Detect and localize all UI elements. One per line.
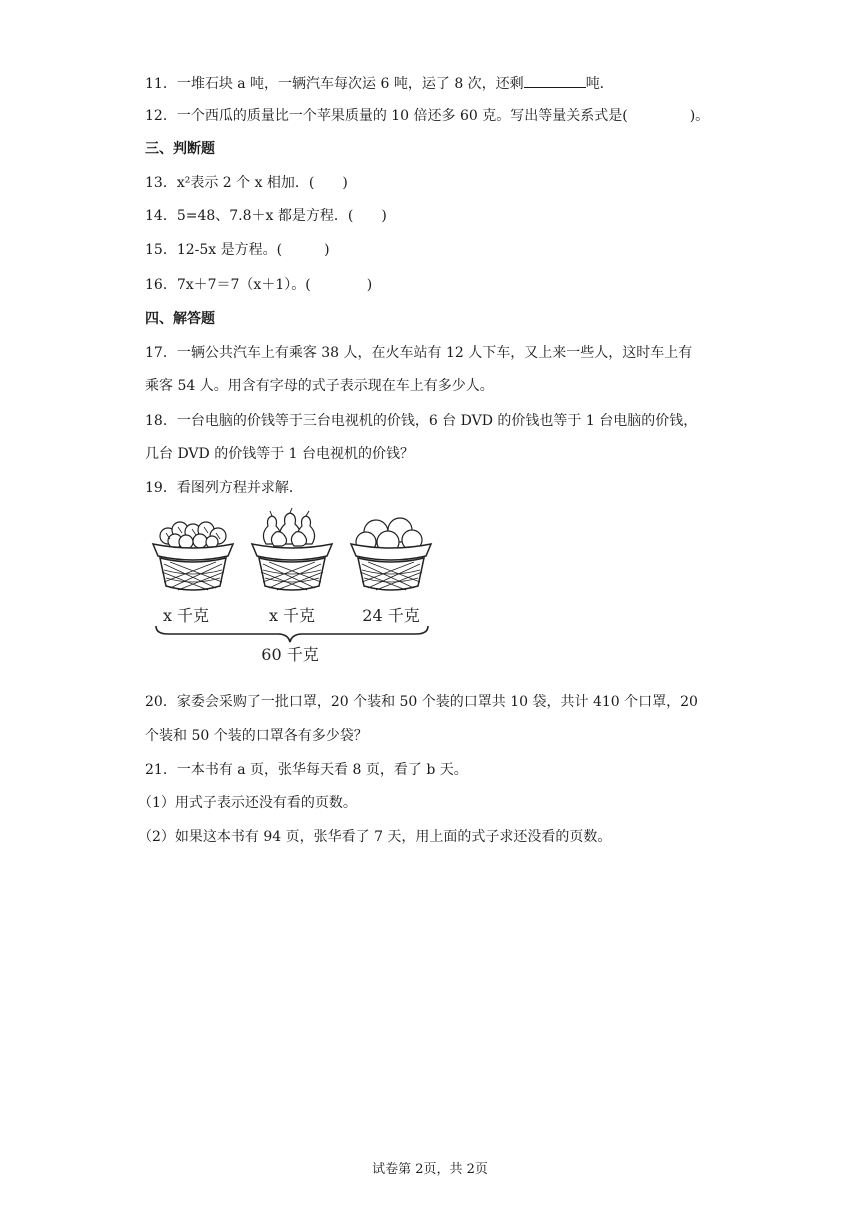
question-14: 14．5=48、7.8＋x 都是方程．( ): [145, 208, 387, 224]
answer-blank: [524, 73, 586, 88]
page-footer: 试卷第 2页，共 2页: [372, 1162, 488, 1177]
question-21-stem: 21．一本书有 a 页，张华每天看 8 页，看了 b 天。: [145, 762, 468, 778]
question-12: [145, 106, 709, 126]
question-20-line1: 20．家委会采购了一批口罩，20 个装和 50 个装的口罩共 10 袋，共计 410 个口罩，20: [145, 694, 698, 710]
question-15: 15．12-5x 是方程。( ): [145, 242, 330, 258]
basket-3-image: [351, 518, 431, 590]
basket-1-image: [153, 522, 233, 590]
q11-text: 11．一堆石块 a 吨，一辆汽车每次运 6 吨，运了 8 次，还剩: [145, 76, 524, 92]
question-21-part2: （2）如果这本书有 94 页，张华看了 7 天，用上面的式子求还没看的页数。: [138, 829, 612, 845]
total-brace: [156, 626, 428, 642]
question-17-line1: 17．一辆公共汽车上有乘客 38 人，在火车站有 12 人下车，又上来一些人，这时车上有: [145, 345, 693, 361]
total-weight-label: 60 千克: [261, 645, 319, 664]
question-20-line2: 个装和 50 个装的口罩各有多少袋？: [145, 728, 368, 744]
question-19: 19．看图列方程并求解．: [145, 480, 303, 496]
basket-1-label: x 千克: [162, 606, 210, 625]
basket-2-label: x 千克: [268, 606, 316, 625]
q12-text: 12．一个西瓜的质量比一个苹果质量的 10 倍还多 60 克。写出等量关系式是(: [145, 108, 628, 124]
q12-close: )。: [689, 108, 710, 124]
question-13: 13．x²表示 2 个 x 相加．( ): [145, 175, 348, 191]
q11-unit: 吨．: [585, 76, 614, 92]
question-18-line1: 18．一台电脑的价钱等于三台电视机的价钱，6 台 DVD 的价钱也等于 1 台电脑的价钱，: [145, 413, 698, 429]
basket-3-label: 24 千克: [362, 606, 420, 625]
question-18-line2: 几台 DVD 的价钱等于 1 台电视机的价钱？: [145, 446, 415, 462]
section-heading-judgement: 三、判断题: [145, 141, 215, 157]
question-21-part1: （1）用式子表示还没有看的页数。: [138, 795, 357, 811]
baskets-figure: [148, 508, 438, 668]
basket-2-image: [252, 508, 332, 590]
question-16: 16．7x＋7＝7（x＋1）。( ): [145, 277, 373, 293]
question-17-line2: 乘客 54 人。用含有字母的式子表示现在车上有多少人。: [145, 378, 494, 394]
question-11: [145, 73, 614, 94]
section-heading-solve: 四、解答题: [145, 311, 215, 327]
